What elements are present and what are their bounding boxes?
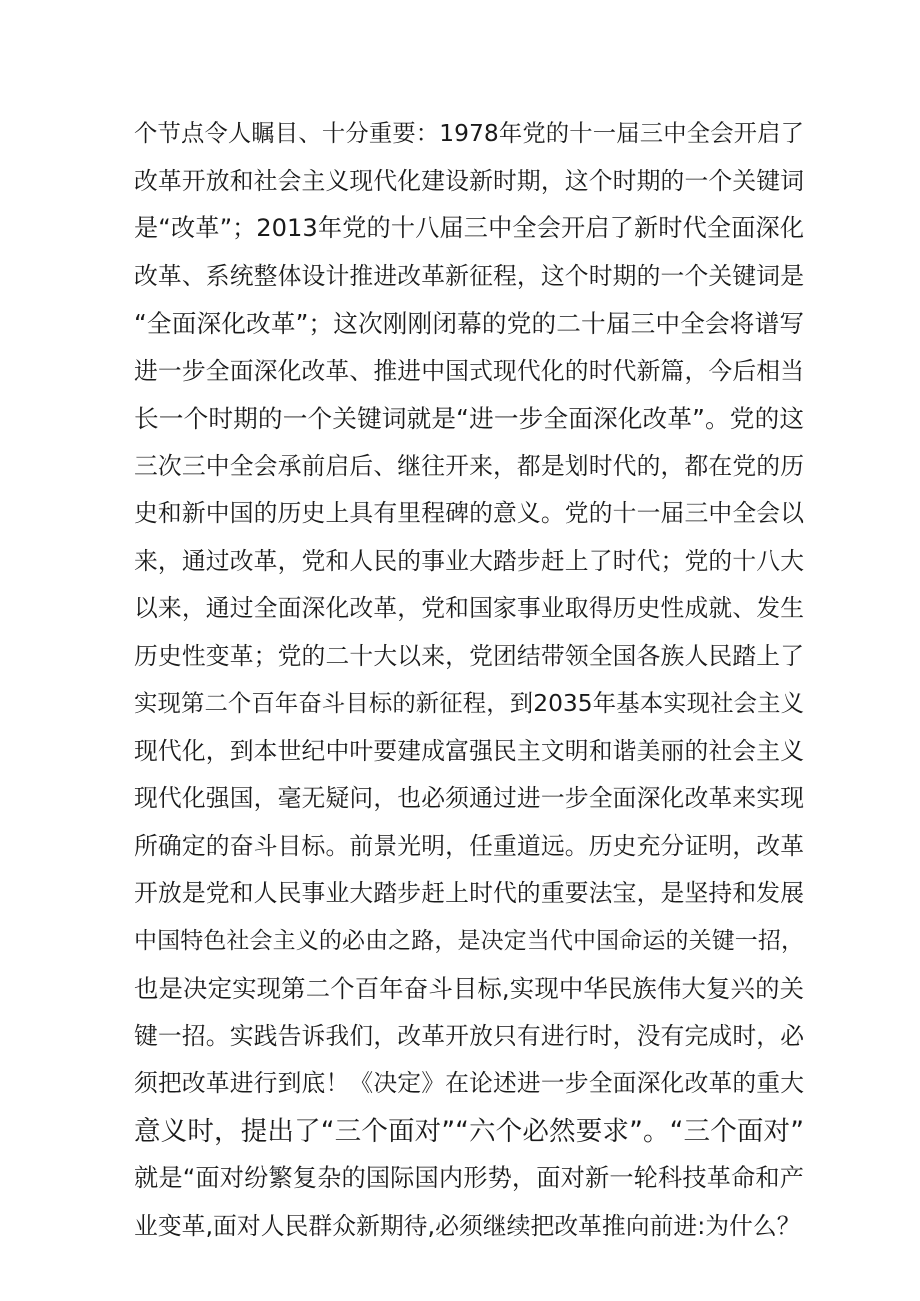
text-line: 业变革,面对人民群众新期待,必须继续把改革推向前进:为什么？ xyxy=(134,1211,801,1240)
text-line: 改革开放和社会主义现代化建设新时期，这个时期的一个关键词 xyxy=(134,166,804,195)
text-line: 中国特色社会主义的必由之路，是决定当代中国命运的关键一招， xyxy=(134,927,804,954)
text-line: 就是“面对纷繁复杂的国际国内形势，面对新一轮科技革命和产 xyxy=(134,1164,804,1192)
text-line: 进一步全面深化改革、推进中国式现代化的时代新篇，今后相当 xyxy=(134,356,804,385)
text-line: 历史性变革；党的二十大以来，党团结带领全国各族人民踏上了 xyxy=(134,641,804,670)
text-line: 所确定的奋斗目标。前景光明，任重道远。历史充分证明，改革 xyxy=(134,831,804,860)
text-line: 改革、系统整体设计推进改革新征程，这个时期的一个关键词是 xyxy=(134,261,804,290)
text-line: 也是决定实现第二个百年奋斗目标,实现中华民族伟大复兴的关 xyxy=(134,974,804,1003)
text-line: 以来，通过全面深化改革，党和国家事业取得历史性成就、发生 xyxy=(134,594,804,622)
text-line: 史和新中国的历史上具有里程碑的意义。党的十一届三中全会以 xyxy=(134,499,804,527)
text-line: 来，通过改革，党和人民的事业大踏步赶上了时代；党的十八大 xyxy=(134,546,804,575)
text-line: 个节点令人瞩目、十分重要：1978年党的十一届三中全会开启了 xyxy=(134,119,804,147)
text-line: “全面深化改革”；这次刚刚闭幕的党的二十届三中全会将谱写 xyxy=(134,309,804,338)
text-line: 实现第二个百年奋斗目标的新征程，到2035年基本实现社会主义 xyxy=(134,689,804,717)
body-paragraph xyxy=(134,110,804,1250)
text-line: 是“改革”；2013年党的十八届三中全会开启了新时代全面深化 xyxy=(134,214,804,242)
text-line: 现代化强国，毫无疑问，也必须通过进一步全面深化改革来实现 xyxy=(134,784,804,812)
text-line: 开放是党和人民事业大踏步赶上时代的重要法宝，是坚持和发展 xyxy=(134,879,804,907)
text-line: 三次三中全会承前启后、继往开来，都是划时代的，都在党的历 xyxy=(134,451,804,480)
text-line: 键一招。实践告诉我们，改革开放只有进行时，没有完成时，必 xyxy=(134,1021,804,1050)
text-line: 意义时，提出了“三个面对”“六个必然要求”。“三个面对” xyxy=(134,1115,804,1147)
text-line: 须把改革进行到底！《决定》在论述进一步全面深化改革的重大 xyxy=(134,1069,804,1097)
text-line: 长一个时期的一个关键词就是“进一步全面深化改革”。党的这 xyxy=(134,404,804,433)
text-line: 现代化，到本世纪中叶要建成富强民主文明和谐美丽的社会主义 xyxy=(134,736,804,765)
